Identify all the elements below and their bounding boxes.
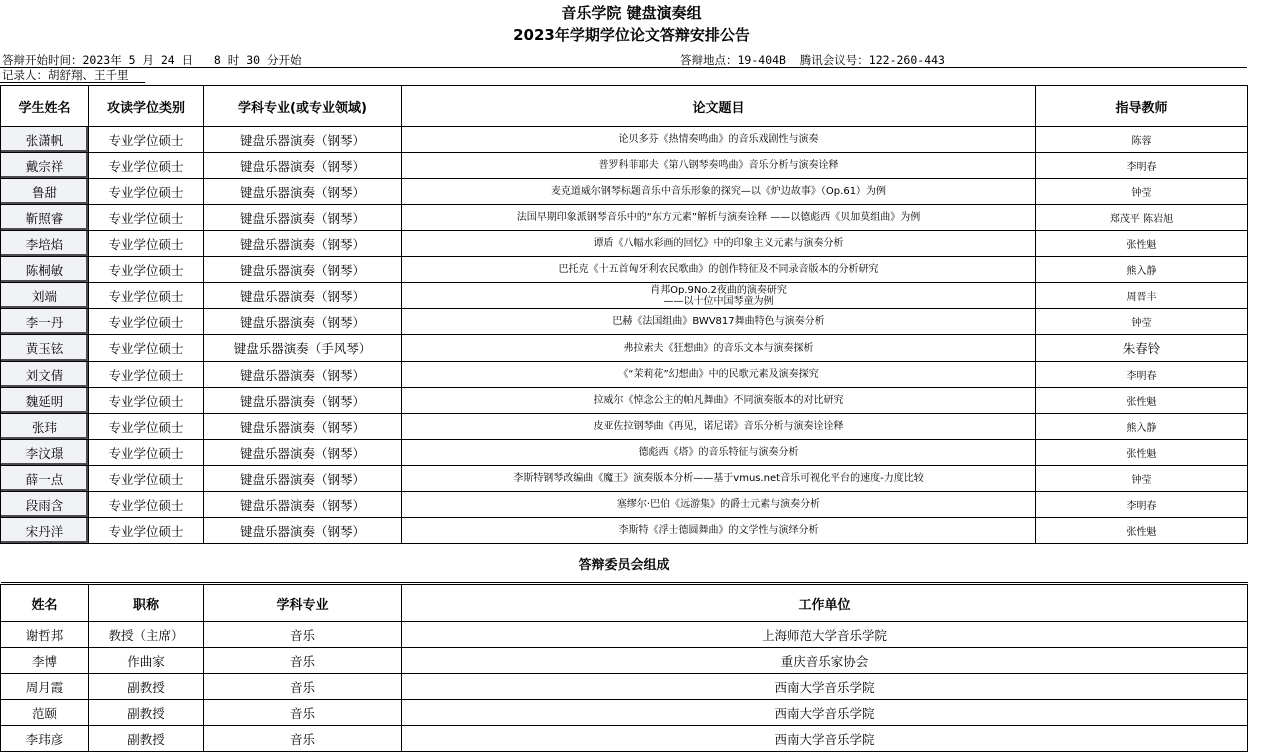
committee-header-row <box>1 585 1248 622</box>
student-name: 魏延明 <box>1 388 89 414</box>
degree-type: 专业学位硕士 <box>89 466 204 492</box>
major: 键盘乐器演奏（钢琴） <box>204 309 402 335</box>
thesis-title: 德彪西《塔》的音乐特征与演奏分析 <box>402 440 1036 466</box>
advisor: 张性魁 <box>1036 231 1248 257</box>
major: 键盘乐器演奏（钢琴） <box>204 492 402 518</box>
major: 键盘乐器演奏（钢琴） <box>204 414 402 440</box>
table-row <box>1 700 1248 726</box>
member-title: 副教授 <box>89 700 204 726</box>
advisor: 张性魁 <box>1036 440 1248 466</box>
student-name: 陈桐敏 <box>1 257 89 283</box>
student-name: 李汶璟 <box>1 440 89 466</box>
page-title-line1: 音乐学院 键盘演奏组 <box>561 4 702 22</box>
major: 键盘乐器演奏（钢琴） <box>204 466 402 492</box>
col-major: 学科专业(或专业领域) <box>204 86 402 127</box>
advisor: 朱春铃 <box>1036 335 1248 362</box>
degree-type: 专业学位硕士 <box>89 335 204 362</box>
degree-type: 专业学位硕士 <box>89 179 204 205</box>
advisor: 陈蓉 <box>1036 127 1248 153</box>
advisor: 钟莹 <box>1036 309 1248 335</box>
col-member-name: 姓名 <box>1 585 89 622</box>
member-title: 教授（主席） <box>89 622 204 648</box>
member-major: 音乐 <box>204 700 402 726</box>
major: 键盘乐器演奏（手风琴） <box>204 335 402 362</box>
thesis-title: 普罗科菲耶夫《第八钢琴奏鸣曲》音乐分析与演奏诠释 <box>402 153 1036 179</box>
table-row <box>1 648 1248 674</box>
major: 键盘乐器演奏（钢琴） <box>204 127 402 153</box>
students-header-row <box>1 86 1248 127</box>
member-major: 音乐 <box>204 674 402 700</box>
member-title: 作曲家 <box>89 648 204 674</box>
thesis-title: 拉威尔《悼念公主的帕凡舞曲》不同演奏版本的对比研究 <box>402 388 1036 414</box>
major: 键盘乐器演奏（钢琴） <box>204 388 402 414</box>
table-row <box>1 179 1248 205</box>
degree-type: 专业学位硕士 <box>89 127 204 153</box>
major: 键盘乐器演奏（钢琴） <box>204 231 402 257</box>
degree-type: 专业学位硕士 <box>89 440 204 466</box>
thesis-title: 谭盾《八幅水彩画的回忆》中的印象主义元素与演奏分析 <box>402 231 1036 257</box>
table-row <box>1 674 1248 700</box>
table-row <box>1 231 1248 257</box>
committee-section-row <box>1 544 1248 583</box>
student-name: 戴宗祥 <box>1 153 89 179</box>
thesis-title-line2: ——以十位中国琴童为例 <box>663 295 774 307</box>
major: 键盘乐器演奏（钢琴） <box>204 362 402 388</box>
thesis-title: 论贝多芬《热情奏鸣曲》的音乐戏剧性与演奏 <box>402 127 1036 153</box>
col-member-unit: 工作单位 <box>402 585 1248 622</box>
degree-type: 专业学位硕士 <box>89 388 204 414</box>
col-member-major: 学科专业 <box>204 585 402 622</box>
student-name: 李培焰 <box>1 231 89 257</box>
thesis-title: 法国早期印象派钢琴音乐中的“东方元素”解析与演奏诠释 ——以德彪西《贝加莫组曲》为例 <box>402 205 1036 231</box>
thesis-title: 《“茉莉花”幻想曲》中的民歌元素及演奏探究 <box>402 362 1036 388</box>
degree-type: 专业学位硕士 <box>89 283 204 309</box>
student-name: 刘端 <box>1 283 89 309</box>
table-row <box>1 440 1248 466</box>
member-unit: 西南大学音乐学院 <box>402 700 1248 726</box>
advisor: 钟莹 <box>1036 179 1248 205</box>
degree-type: 专业学位硕士 <box>89 257 204 283</box>
header-underline <box>0 67 1247 68</box>
student-name: 鲁甜 <box>1 179 89 205</box>
committee-table <box>0 584 1248 752</box>
advisor: 熊入静 <box>1036 257 1248 283</box>
col-member-title: 职称 <box>89 585 204 622</box>
member-unit: 重庆音乐家协会 <box>402 648 1248 674</box>
degree-type: 专业学位硕士 <box>89 309 204 335</box>
member-title: 副教授 <box>89 726 204 752</box>
major: 键盘乐器演奏（钢琴） <box>204 179 402 205</box>
student-name: 宋丹洋 <box>1 518 89 544</box>
table-row <box>1 726 1248 752</box>
member-name: 李博 <box>1 648 89 674</box>
student-name: 段雨含 <box>1 492 89 518</box>
advisor: 张性魁 <box>1036 518 1248 544</box>
thesis-title: 巴赫《法国组曲》BWV817舞曲特色与演奏分析 <box>402 309 1036 335</box>
advisor: 张性魁 <box>1036 388 1248 414</box>
table-row <box>1 335 1248 362</box>
student-name: 刘文倩 <box>1 362 89 388</box>
page-title-line2: 2023年学期学位论文答辩安排公告 <box>513 26 750 44</box>
major: 键盘乐器演奏（钢琴） <box>204 205 402 231</box>
advisor: 郑茂平 陈岩旭 <box>1036 205 1248 231</box>
member-name: 李玮彦 <box>1 726 89 752</box>
student-name: 薛一点 <box>1 466 89 492</box>
major: 键盘乐器演奏（钢琴） <box>204 518 402 544</box>
advisor: 周晋丰 <box>1036 283 1248 309</box>
thesis-title: 李斯特钢琴改编曲《魔王》演奏版本分析——基于vmus.net音乐可视化平台的速度-力度比较 <box>402 466 1036 492</box>
member-unit: 西南大学音乐学院 <box>402 674 1248 700</box>
major: 键盘乐器演奏（钢琴） <box>204 283 402 309</box>
advisor: 熊入静 <box>1036 414 1248 440</box>
degree-type: 专业学位硕士 <box>89 205 204 231</box>
student-name: 靳照睿 <box>1 205 89 231</box>
student-name: 黄玉铉 <box>1 335 89 362</box>
thesis-title-line1: 肖邦Op.9No.2夜曲的演奏研究 <box>650 284 787 296</box>
committee-section-title: 答辩委员会组成 <box>1 544 1248 583</box>
degree-type: 专业学位硕士 <box>89 153 204 179</box>
major: 键盘乐器演奏（钢琴） <box>204 440 402 466</box>
thesis-title: 李斯特《浮士德圆舞曲》的文学性与演绎分析 <box>402 518 1036 544</box>
member-unit: 上海师范大学音乐学院 <box>402 622 1248 648</box>
member-major: 音乐 <box>204 622 402 648</box>
table-row <box>1 414 1248 440</box>
table-row <box>1 518 1248 544</box>
table-row <box>1 205 1248 231</box>
table-row <box>1 257 1248 283</box>
thesis-title: 塞缪尔·巴伯《远游集》的爵士元素与演奏分析 <box>402 492 1036 518</box>
advisor: 李明春 <box>1036 492 1248 518</box>
col-advisor: 指导教师 <box>1036 86 1248 127</box>
degree-type: 专业学位硕士 <box>89 518 204 544</box>
member-name: 谢哲邦 <box>1 622 89 648</box>
thesis-title: 弗拉索夫《狂想曲》的音乐文本与演奏探析 <box>402 335 1036 362</box>
student-name: 张玮 <box>1 414 89 440</box>
member-unit: 西南大学音乐学院 <box>402 726 1248 752</box>
member-name: 周月霞 <box>1 674 89 700</box>
col-student-name: 学生姓名 <box>1 86 89 127</box>
recorder-underline <box>0 82 145 83</box>
table-row <box>1 309 1248 335</box>
thesis-title: 麦克道威尔钢琴标题音乐中音乐形象的探究—以《炉边故事》（Op.61）为例 <box>402 179 1036 205</box>
thesis-title: 巴托克《十五首匈牙利农民歌曲》的创作特征及不同录音版本的分析研究 <box>402 257 1036 283</box>
degree-type: 专业学位硕士 <box>89 231 204 257</box>
advisor: 李明春 <box>1036 362 1248 388</box>
defense-start-time: 答辩开始时间：2023年 5 月 24 日 8 时 30 分开始 <box>2 53 302 67</box>
major: 键盘乐器演奏（钢琴） <box>204 257 402 283</box>
student-name: 张潇帆 <box>1 127 89 153</box>
table-row <box>1 283 1248 309</box>
col-thesis-title: 论文题目 <box>402 86 1036 127</box>
advisor: 李明春 <box>1036 153 1248 179</box>
thesis-title: 皮亚佐拉钢琴曲《再见，诺尼诺》音乐分析与演奏诠诠释 <box>402 414 1036 440</box>
table-row <box>1 362 1248 388</box>
student-name: 李一丹 <box>1 309 89 335</box>
table-row <box>1 127 1248 153</box>
recorder: 记录人：胡舒翔、王千里 <box>2 68 129 82</box>
degree-type: 专业学位硕士 <box>89 414 204 440</box>
degree-type: 专业学位硕士 <box>89 492 204 518</box>
col-degree-type: 攻读学位类别 <box>89 86 204 127</box>
member-major: 音乐 <box>204 726 402 752</box>
table-row <box>1 466 1248 492</box>
major: 键盘乐器演奏（钢琴） <box>204 153 402 179</box>
defense-location: 答辩地点：19-404B 腾讯会议号：122-260-443 <box>680 53 945 67</box>
table-row <box>1 153 1248 179</box>
advisor: 钟莹 <box>1036 466 1248 492</box>
member-name: 范颐 <box>1 700 89 726</box>
students-table <box>0 85 1248 583</box>
table-row <box>1 622 1248 648</box>
degree-type: 专业学位硕士 <box>89 362 204 388</box>
table-row <box>1 388 1248 414</box>
member-major: 音乐 <box>204 648 402 674</box>
table-row <box>1 492 1248 518</box>
thesis-title <box>402 283 1036 309</box>
member-title: 副教授 <box>89 674 204 700</box>
